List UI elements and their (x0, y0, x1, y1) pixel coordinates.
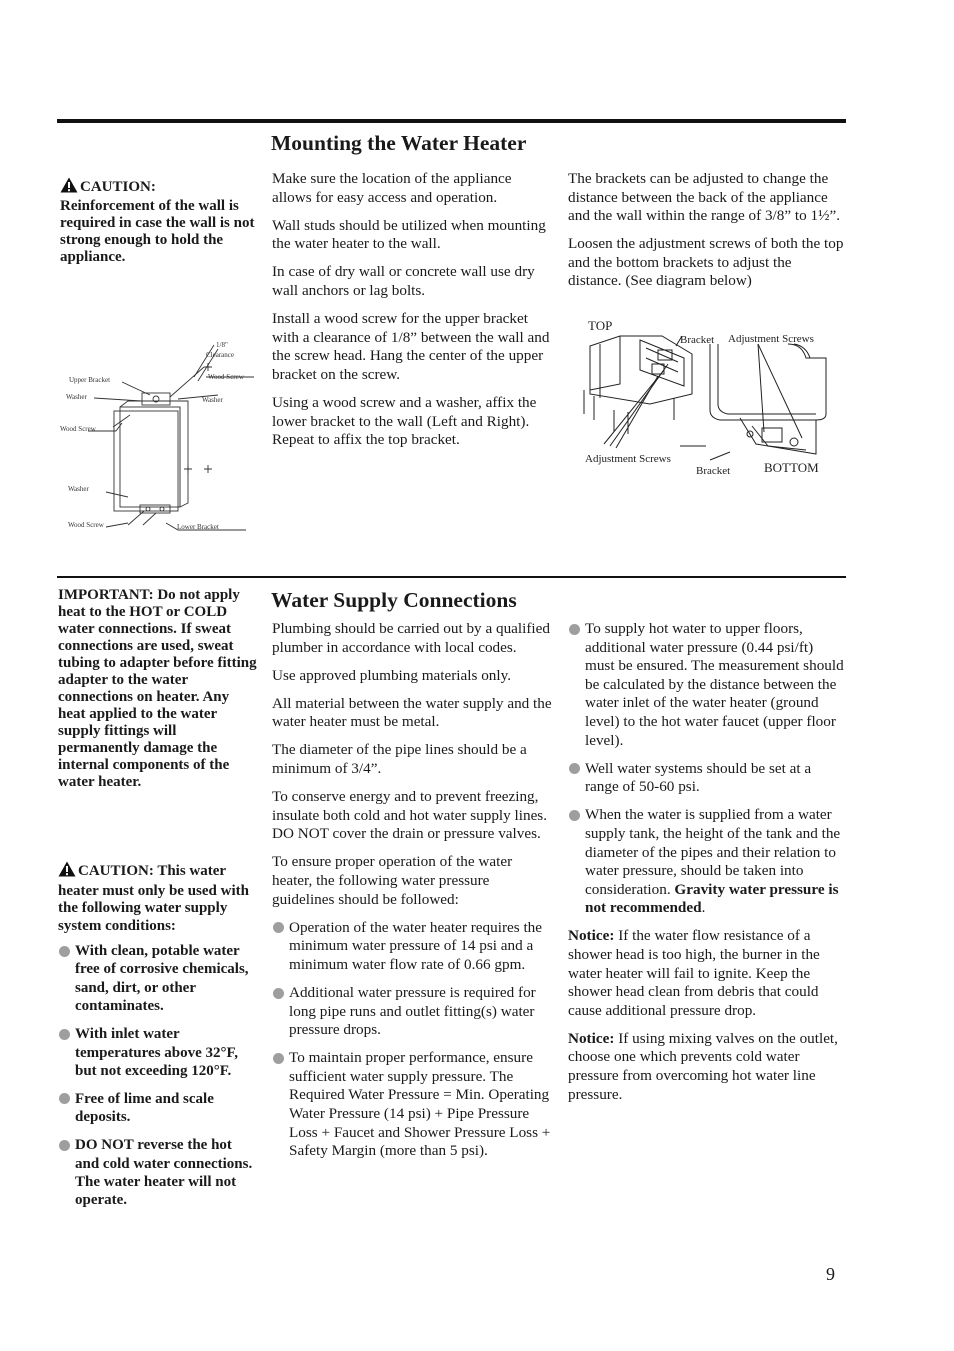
caution-block-supply (58, 861, 258, 935)
upper-bracket-label: Upper Bracket (69, 376, 111, 384)
pressure-bullet (272, 1049, 552, 1161)
adjustment-screws-label-bottom: Adjustment Screws (585, 453, 671, 465)
condition-text: Free of lime and scale deposits. (75, 1090, 214, 1126)
bullet-icon (59, 946, 70, 957)
bracket-label-bottom: Bracket (696, 465, 731, 477)
bullet-icon (569, 810, 580, 821)
bracket-para-2: Loosen the adjustment screws of both the top and the bottom brackets to adjust the distance. (See diagram below) (568, 235, 844, 290)
section-title-mounting: Mounting the Water Heater (271, 131, 527, 155)
notice-2-text: If using mixing valves on the outlet, choose one which prevents cold water pressure from overcoming hot water line pressure. (568, 1029, 838, 1103)
wood-screw-label-bottom: Wood Screw (68, 521, 104, 529)
supply-notes (568, 620, 846, 1114)
caution-text: Reinforcement of the wall is required in case the wall is not strong enough to hold the appliance. (60, 198, 255, 265)
supply-instructions (272, 620, 552, 1170)
important-note: IMPORTANT: Do not apply heat to the HOT or COLD water connections. If sweat connections are used, sweat tubing to adapter before fitting adapter to the water connections on heater. Any heat applied to the water supply fittings will permanently damage the internal components of the water heater. (58, 587, 257, 790)
notice-2 (568, 1030, 846, 1104)
notice-1 (568, 927, 846, 1020)
top-rule (57, 119, 846, 123)
top-label: TOP (588, 318, 613, 333)
upper-bracket-shape (142, 393, 170, 405)
pressure-bullet (272, 919, 552, 975)
wood-screw-label-left: Wood Screw (60, 425, 96, 433)
supply-conditions-list (58, 942, 258, 1219)
condition-item (58, 1025, 258, 1080)
notice-label: Notice: (568, 1029, 615, 1047)
condition-item (58, 1136, 258, 1210)
wood-screw-label-top: Wood Screw (208, 373, 244, 381)
lower-bracket-shape (140, 505, 170, 513)
section-title-water-supply: Water Supply Connections (271, 588, 517, 612)
bullet-icon (59, 1029, 70, 1040)
gravity-end: . (701, 899, 706, 917)
clearance-label: Clearance (206, 351, 234, 359)
lower-bracket-label: Lower Bracket (177, 523, 219, 531)
supply-bullet (568, 806, 846, 918)
supply-para-4: The diameter of the pipe lines should be a minimum of 3/4”. (272, 741, 527, 778)
bracket-para-1: The brackets can be adjusted to change the distance between the back of the appliance and the wall within the range of 3/8” to 1½”. (568, 170, 841, 225)
mounting-instructions (272, 170, 552, 459)
supply-para-5: To conserve energy and to prevent freezing, insulate both cold and hot water supply lines. DO NOT cover the drain or pressure valves. (272, 788, 548, 843)
mounting-diagram (58, 335, 263, 540)
warning-icon-2 (58, 861, 76, 883)
adjustment-screws-label-top: Adjustment Screws (728, 333, 814, 345)
pressure-bullet-text: Additional water pressure is required for long pipe runs and outlet fitting(s) water pressure drops. (289, 984, 536, 1039)
mounting-para-5: Using a wood screw and a washer, affix the lower bracket to the wall (Left and Right). Repeat to affix the top bracket. (272, 393, 537, 449)
condition-text: With clean, potable water free of corrosive chemicals, sand, dirt, or other contaminates. (75, 943, 249, 1015)
condition-item (58, 942, 258, 1016)
mounting-para-4: Install a wood screw for the upper bracket with a clearance of 1/8” between the wall and the screw head. Hang the center of the upper bracket on the screw. (272, 310, 550, 383)
caution-label: CAUTION: (80, 179, 156, 195)
bullet-icon (59, 1093, 70, 1104)
condition-text: With inlet water temperatures above 32°F, but not exceeding 120°F. (75, 1026, 239, 1079)
caution2-label: CAUTION: (78, 863, 154, 879)
supply-para-6: To ensure proper operation of the water heater, the following water pressure guidelines should be followed: (272, 853, 513, 908)
gravity-warning: Gravity water pressure is not recommended (585, 880, 839, 917)
pressure-bullet-text: To maintain proper performance, ensure sufficient water supply pressure. The Required Water Pressure = Min. Operating Water Pressure (14 psi) + Pipe Pressure Loss + Faucet and Shower Pressure Loss + Safety Margin (more than 5 psi). (289, 1049, 551, 1160)
condition-text: DO NOT reverse the hot and cold water connections. The water heater will not operate. (75, 1137, 253, 1209)
notice-label: Notice: (568, 927, 615, 945)
bullet-icon (273, 988, 284, 999)
bullet-icon (273, 922, 284, 933)
mounting-para-2: Wall studs should be utilized when mounting the water heater to the wall. (272, 216, 546, 253)
warning-icon (60, 177, 78, 198)
notice-1-text: If the water flow resistance of a shower head is too high, the burner in the water heater will fail to ignite. Keep the shower head clean from debris that could cause additional pressure drop. (568, 927, 820, 1019)
mounting-para-3: In case of dry wall or concrete wall use dry wall anchors or lag bolts. (272, 263, 535, 299)
mounting-para-1: Make sure the location of the appliance allows for easy access and operation. (272, 170, 512, 206)
washer-label-right: Washer (202, 396, 223, 404)
bullet-icon (569, 763, 580, 774)
bracket-adjustment-diagram (580, 314, 842, 482)
supply-para-2: Use approved plumbing materials only. (272, 666, 512, 684)
clearance-value-label: 1/8" (216, 341, 228, 349)
supply-bullet (568, 620, 846, 750)
washer-label-left: Washer (66, 393, 87, 401)
bracket-adjustment-text (568, 170, 846, 301)
supply-para-1: Plumbing should be carried out by a qualified plumber in accordance with local codes. (272, 620, 550, 656)
washer-label-bottom: Washer (68, 485, 89, 493)
supply-bullet-text: To supply hot water to upper floors, additional water pressure (0.44 psi/ft) must be ensured. The measurement should be calculated by the distance between the water inlet of the water heater (ground level) to the hot water faucet (upper floor level). (585, 620, 844, 749)
page-number: 9 (826, 1264, 835, 1284)
supply-para-3: All material between the water supply and the water heater must be metal. (272, 694, 552, 731)
bullet-icon (59, 1140, 70, 1151)
supply-bullet-text: Well water systems should be set at a range of 50-60 psi. (585, 759, 812, 796)
bracket-label-top: Bracket (680, 334, 715, 346)
supply-bullet (568, 760, 846, 797)
gravity-text: When the water is supplied from a water supply tank, the height of the tank and the diameter of the pipes and their relation to water pressure, should be taken into consideration. (585, 806, 841, 898)
bullet-icon (273, 1053, 284, 1064)
caution2-text: This water heater must only be used with the following water supply system conditions: (58, 863, 249, 934)
section-rule (57, 576, 846, 578)
caution-block-wall (60, 177, 260, 266)
condition-item (58, 1090, 258, 1127)
pressure-bullet-text: Operation of the water heater requires the minimum water pressure of 14 psi and a minimum water flow rate of 0.66 gpm. (289, 918, 543, 973)
bullet-icon (569, 624, 580, 635)
bottom-label: BOTTOM (764, 460, 819, 475)
pressure-bullet (272, 984, 552, 1040)
heater-body-front (120, 407, 180, 507)
